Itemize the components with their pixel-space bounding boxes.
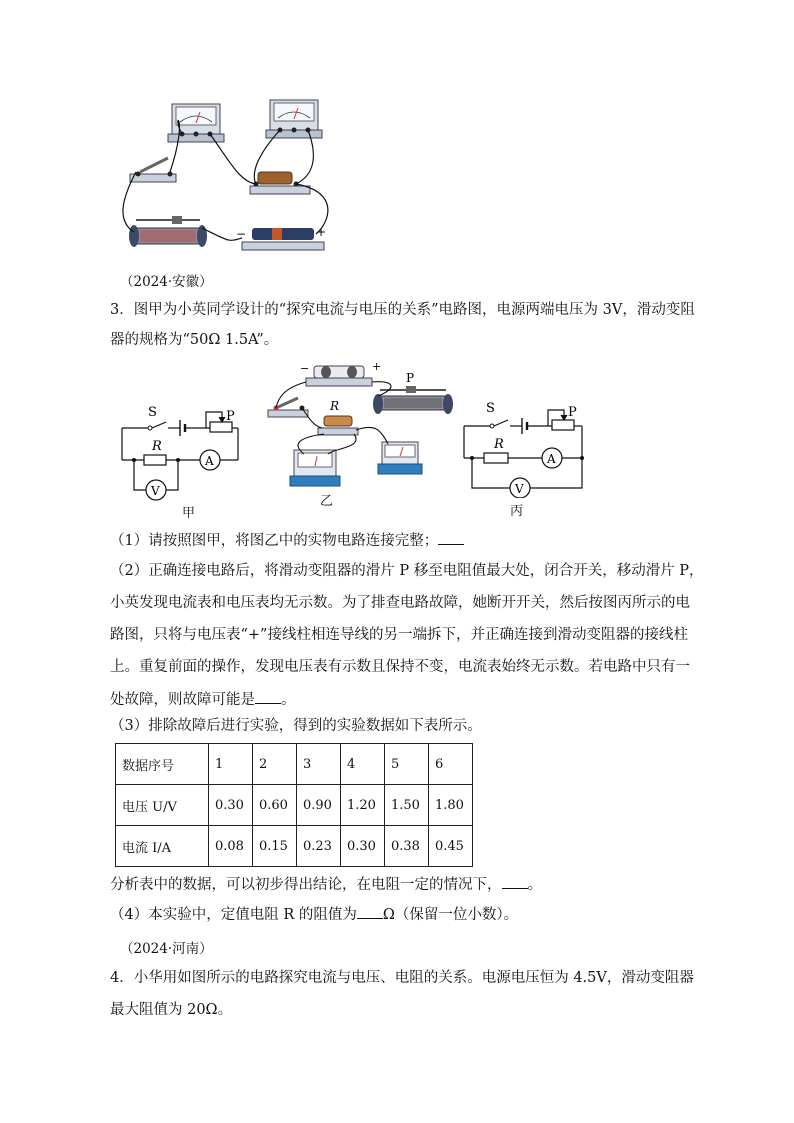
table-cell: 1 xyxy=(209,744,253,785)
q3-analysis xyxy=(110,874,542,895)
label-P-yi: P xyxy=(406,371,415,385)
ammeter-yi xyxy=(378,442,422,474)
battery-plus-label: + xyxy=(316,225,327,239)
table-row-current xyxy=(116,826,473,867)
table-cell: 0.08 xyxy=(209,826,253,867)
table-row-voltage xyxy=(116,785,473,826)
label-R-bing: R xyxy=(494,437,504,452)
battery-box xyxy=(300,360,381,386)
table-cell: 1.80 xyxy=(429,785,473,826)
circuit-diagram-jia xyxy=(112,402,252,502)
resistor-device xyxy=(250,172,310,194)
answer-blank-1[interactable] xyxy=(438,530,464,545)
label-P-bing: P xyxy=(568,405,577,420)
circuit-diagram-bing xyxy=(458,396,598,498)
table-current-label: 电流 I/A xyxy=(116,826,209,867)
q3-sub1-text: （1）请按照图甲，将图乙中的实物电路连接完整； xyxy=(110,533,439,549)
figure-label-jia: 甲 xyxy=(182,506,196,521)
q3-analysis-end: 。 xyxy=(527,877,542,893)
label-V-bing: V xyxy=(515,482,524,496)
battery-device xyxy=(236,225,326,250)
source-henan: （2024·河南） xyxy=(120,941,213,957)
q3-sub2-line2: 小英发现电流表和电压表均无示数。为了排查电路故障，她断开开关，然后按图丙所示的电 xyxy=(110,595,690,611)
q3-sub3: （3）排除故障后进行实验，得到的实验数据如下表所示。 xyxy=(110,718,482,734)
label-P-jia: P xyxy=(226,409,235,424)
q4-line1: 4．小华用如图所示的电路探究电流与电压、电阻的关系。电源电压恒为 4.5V，滑动变阻器 xyxy=(110,970,694,986)
q3-sub4-text-a: （4）本实验中，定值电阻 R 的阻值为 xyxy=(110,907,357,923)
table-cell: 0.38 xyxy=(385,826,429,867)
answer-blank-3[interactable] xyxy=(502,874,528,889)
label-A-jia: A xyxy=(205,454,214,468)
battery-minus-label: − xyxy=(236,227,247,241)
table-header-label: 数据序号 xyxy=(116,744,209,785)
figure-label-yi: 乙 xyxy=(320,494,334,509)
ammeter-device xyxy=(168,104,224,142)
voltmeter-yi xyxy=(290,450,340,486)
top-apparatus-figure xyxy=(110,92,370,264)
answer-blank-4[interactable] xyxy=(357,904,383,919)
source-anhui: （2024·安徽） xyxy=(120,274,213,290)
table-voltage-label: 电压 U/V xyxy=(116,785,209,826)
q3-sub1 xyxy=(110,530,464,551)
table-cell: 0.30 xyxy=(209,785,253,826)
label-R-jia: R xyxy=(152,439,162,454)
table-cell: 0.23 xyxy=(297,826,341,867)
label-S-jia: S xyxy=(148,405,157,420)
q3-sub4-text-b: Ω（保留一位小数）。 xyxy=(382,907,519,923)
label-A-bing: A xyxy=(547,452,556,466)
battery-minus-yi: − xyxy=(300,362,310,375)
switch-device xyxy=(130,158,176,182)
switch-yi xyxy=(268,398,308,417)
resistor-yi xyxy=(318,399,358,435)
table-cell: 0.45 xyxy=(429,826,473,867)
voltmeter-device xyxy=(266,100,322,138)
table-cell: 2 xyxy=(253,744,297,785)
apparatus-figure-yi xyxy=(264,358,458,490)
answer-blank-2[interactable] xyxy=(255,689,281,704)
table-cell: 1.50 xyxy=(385,785,429,826)
label-S-bing: S xyxy=(486,401,495,416)
table-cell: 0.30 xyxy=(341,826,385,867)
table-cell: 0.15 xyxy=(253,826,297,867)
table-cell: 0.90 xyxy=(297,785,341,826)
table-cell: 6 xyxy=(429,744,473,785)
label-V-jia: V xyxy=(151,484,160,498)
q3-sub2-line1: （2）正确连接电路后，将滑动变阻器的滑片 P 移至电阻值最大处，闭合开关，移动滑片 P， xyxy=(110,563,704,579)
q3-sub4 xyxy=(110,904,518,925)
battery-plus-yi: + xyxy=(372,360,382,373)
table-cell: 4 xyxy=(341,744,385,785)
q3-sub2-line5 xyxy=(110,689,296,710)
table-row-index xyxy=(116,744,473,785)
data-table xyxy=(115,743,473,867)
table-cell: 0.60 xyxy=(253,785,297,826)
q3-sub2-end: 。 xyxy=(281,692,296,708)
figure-label-bing: 丙 xyxy=(510,504,524,519)
table-cell: 1.20 xyxy=(341,785,385,826)
q3-sub2-line3: 路图，只将与电压表“+”接线柱相连导线的另一端拆下，并正确连接到滑动变阻器的接线柱 xyxy=(110,627,688,643)
q3-sub2-line5-text: 处故障，则故障可能是 xyxy=(110,692,255,708)
table-cell: 5 xyxy=(385,744,429,785)
q3-intro-line1: 3．图甲为小英同学设计的“探究电流与电压的关系”电路图，电源两端电压为 3V，滑动变阻 xyxy=(110,302,695,318)
q3-analysis-text: 分析表中的数据，可以初步得出结论，在电阻一定的情况下， xyxy=(110,877,502,893)
rheostat-device xyxy=(129,216,207,247)
q3-sub2-line4: 上。重复前面的操作，发现电压表有示数且保持不变，电流表始终无示数。若电路中只有一 xyxy=(110,659,690,675)
q4-line2: 最大阻值为 20Ω。 xyxy=(110,1002,233,1018)
q3-intro-line2: 器的规格为“50Ω 1.5A”。 xyxy=(110,332,279,348)
table-cell: 3 xyxy=(297,744,341,785)
label-R-yi: R xyxy=(330,399,340,413)
